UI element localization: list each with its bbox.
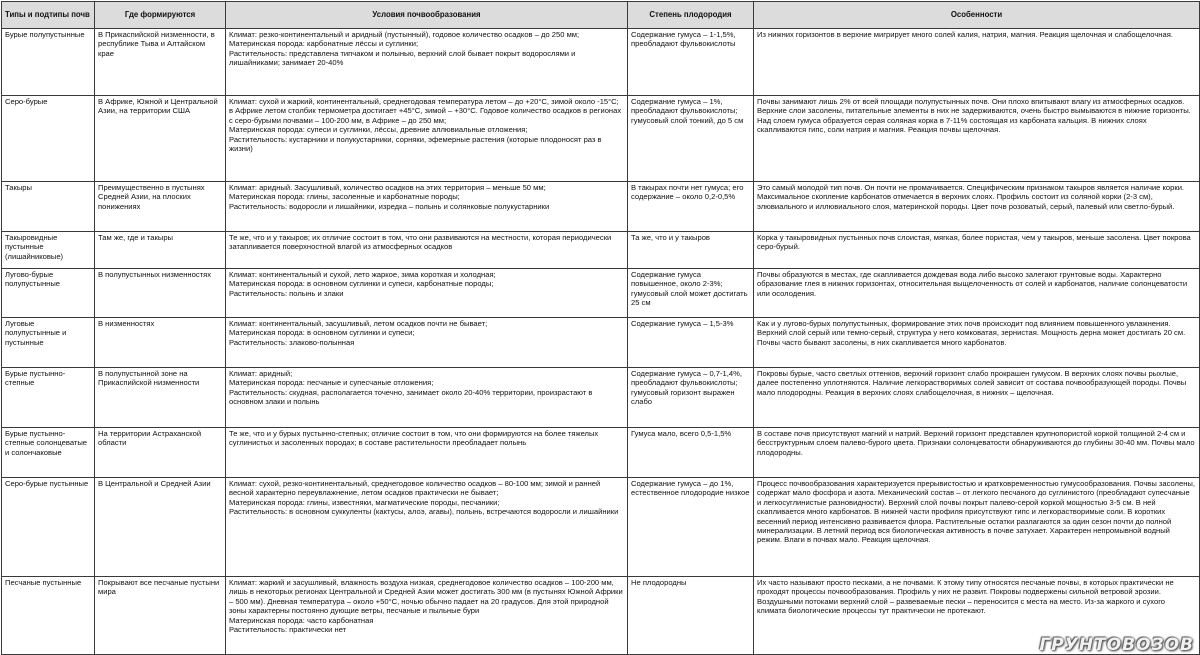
header-where-formed: Где формируются bbox=[95, 2, 226, 29]
table-row bbox=[2, 478, 1200, 577]
header-features: Особенности bbox=[754, 2, 1200, 29]
condition-line: Материнская порода: часто карбонатная bbox=[229, 615, 374, 625]
cell-features: Покровы бурые, часто светлых оттенков, верхний горизонт слабо прокрашен гумусом. В верхних слоях почвы рыхлые, далее постепенно уплотняются. Наличие легкорастворимых солей зависит от состава почвообразующей породы. Почвы мало плодородны. Реакция в верхних слоях слабощелочная, в нижних – щелочная. bbox=[754, 368, 1200, 428]
cell-soil-type: Бурые пустынно-степные bbox=[2, 368, 95, 428]
cell-fertility: Содержание гумуса – до 1%, естественное плодородие низкое bbox=[628, 478, 754, 577]
cell-where-formed: На территории Астраханской области bbox=[95, 428, 226, 478]
cell-fertility: Не плодородны bbox=[628, 577, 754, 655]
cell-soil-type: Луговые полупустынные и пустынные bbox=[2, 318, 95, 368]
cell-features: В составе почв присутствуют магний и натрий. Верхний горизонт представлен крупнопористой коркой толщиной 2-4 см и бесструктурным слоем палево-бурого цвета. Признаки солонцеватости обнаруживаются до глубины 30-40 мм. Почвы мало плодородны. bbox=[754, 428, 1200, 478]
cell-soil-type: Песчаные пустынные bbox=[2, 577, 95, 655]
condition-line: Растительность: представлена типчаком и полынью, верхний слой бывает покрыт водорослями и лишайниками; занимает 20-40% bbox=[229, 48, 576, 68]
cell-where-formed: Покрывают все песчаные пустыни мира bbox=[95, 577, 226, 655]
cell-where-formed: Там же, где и такыры bbox=[95, 232, 226, 269]
cell-fertility: Содержание гумуса повышенное, около 2-3%; гумусовый слой может достигать 25 см bbox=[628, 269, 754, 318]
table-row bbox=[2, 96, 1200, 182]
cell-features: Это самый молодой тип почв. Он почти не промачивается. Специфическим признаком такыров является наличие корки. Максимальное скопление карбонатов отмечается в верхних слоях. Профиль состоит из соляной корки (2-3 см), элювиального и иллювиального слоя, материнской породы. Цвет почв розоватый, серый, палевый или светло-бурый. bbox=[754, 182, 1200, 232]
condition-line: Растительность: скудная, располагается точечно, занимает около 20-40% территории, произрастают в основном злаки и полынь bbox=[229, 387, 593, 407]
condition-line: Материнская порода: глины, известняки, магматические породы, песчаники; bbox=[229, 497, 500, 507]
cell-fertility: Содержание гумуса – 1%, преобладают фульвокислоты; гумусовый слой тонкий, до 5 см bbox=[628, 96, 754, 182]
cell-features: Почвы образуются в местах, где скапливается дождевая вода либо высоко залегают грунтовые воды. Характерно образование глея в нижних горизонтах, относительная выщелоченность от солей и карбонатов, наличие солонцеватости или осолодения. bbox=[754, 269, 1200, 318]
table-row bbox=[2, 232, 1200, 269]
cell-where-formed: В полупустынной зоне на Прикаспийской низменности bbox=[95, 368, 226, 428]
cell-conditions bbox=[226, 96, 628, 182]
cell-fertility: Содержание гумуса – 1-1,5%, преобладают фульвокислоты bbox=[628, 29, 754, 96]
cell-features: Корка у такыровидных пустынных почв слоистая, мягкая, более пористая, чем у такыров, меньше засолена. Цвет покрова серо-бурый. bbox=[754, 232, 1200, 269]
cell-where-formed: В Прикаспийской низменности, в республике Тыва и Алтайском крае bbox=[95, 29, 226, 96]
condition-line: Растительность: в основном суккуленты (кактусы, алоэ, агавы), полынь, встречаются водоросли и лишайники bbox=[229, 507, 619, 517]
cell-soil-type: Такыровидные пустынные (лишайниковые) bbox=[2, 232, 95, 269]
condition-line: Материнская порода: в основном суглинки и супеси, карбонатные породы; bbox=[229, 279, 494, 289]
condition-line: Растительность: практически нет bbox=[229, 625, 347, 635]
cell-soil-type: Бурые полупустынные bbox=[2, 29, 95, 96]
table-row bbox=[2, 318, 1200, 368]
cell-soil-type: Серо-бурые bbox=[2, 96, 95, 182]
cell-soil-type: Бурые пустынно-степные солонцеватые и солончаковые bbox=[2, 428, 95, 478]
condition-line: Климат: резко-континентальный и аридный (пустынный), годовое количество осадков – до 250 мм; bbox=[229, 30, 580, 39]
cell-features: Из нижних горизонтов в верхние мигрирует много солей калия, натрия, магния. Реакция щелочная и слабощелочная. bbox=[754, 29, 1200, 96]
condition-line: Растительность: злаково-полынная bbox=[229, 337, 355, 347]
cell-features: Их часто называют просто песками, а не почвами. К этому типу относятся песчаные почвы, в которых практически не проходят процессы почвообразования. Профиль у них не развит. Покровы подвержены сильной ветровой эрозии. Воздушными потоками верхний слой – развеваемые пески – переносится с места на место. Из-за жаркого и сухого климата биологические процессы тут практически не протекают. bbox=[754, 577, 1200, 655]
condition-line: Климат: аридный. Засушливый, количество осадков на этих территория – меньше 50 мм; bbox=[229, 183, 546, 192]
cell-soil-type: Такыры bbox=[2, 182, 95, 232]
table-header-row bbox=[2, 2, 1200, 29]
header-soil-type: Типы и подтипы почв bbox=[2, 2, 95, 29]
condition-line: Растительность: полынь и злаки bbox=[229, 288, 344, 298]
table-row bbox=[2, 29, 1200, 96]
condition-line: Климат: сухой, резко-континентальный, среднегодовое количество осадков – 80-100 мм; зимой и ранней весной характерно переувлажнение, летом осадков практически не бывает; bbox=[229, 479, 601, 498]
table-row bbox=[2, 269, 1200, 318]
table-row bbox=[2, 368, 1200, 428]
condition-line: Климат: континентальный, засушливый, летом осадков почти не бывает; bbox=[229, 319, 488, 328]
cell-where-formed: В Африке, Южной и Центральной Азии, на территории США bbox=[95, 96, 226, 182]
condition-line: Климат: сухой и жаркий, континентальный, среднегодовая температура летом – до +20°C, зимой около -15°C; в Африке летом столбик термометра достигает +45°C, зимой – +30°C. Годовое количество осадков в регионах с серо-бурыми почвами – 100-200 мм, в Африке – до 250 мм; bbox=[229, 97, 622, 125]
table-row bbox=[2, 182, 1200, 232]
condition-line: Растительность: кустарники и полукустарники, сорняки, эфемерные растения (которые плодоносят раз в жизни) bbox=[229, 134, 602, 154]
cell-features: Как и у лугово-бурых полупустынных, формирование этих почв происходит под влиянием повышенного увлажнения. Верхний слой серый или темно-серый, структура у него комковатая, зернистая. Мощность дерна может достигать 20 см. Почвы часто бывают засолены, в них скапливается много карбонатов. bbox=[754, 318, 1200, 368]
cell-fertility: Гумуса мало, всего 0,5-1,5% bbox=[628, 428, 754, 478]
condition-line: Растительность: водоросли и лишайники, изредка – полынь и солянковые полукустарники bbox=[229, 201, 550, 211]
cell-conditions bbox=[226, 318, 628, 368]
cell-where-formed: В Центральной и Средней Азии bbox=[95, 478, 226, 577]
cell-conditions bbox=[226, 269, 628, 318]
cell-where-formed: Преимущественно в пустынях Средней Азии, на плоских понижениях bbox=[95, 182, 226, 232]
cell-where-formed: В низменностях bbox=[95, 318, 226, 368]
condition-line: Материнская порода: глины, засоленные и карбонатные породы; bbox=[229, 192, 460, 202]
cell-conditions bbox=[226, 577, 628, 655]
cell-conditions bbox=[226, 182, 628, 232]
condition-line: Те же, что и у бурых пустынно-степных; отличие состоит в том, что они формируются на более тяжелых суглинистых и засоленных породах; в составе растительности преобладает полынь bbox=[229, 429, 599, 448]
cell-conditions bbox=[226, 368, 628, 428]
cell-where-formed: В полупустынных низменностях bbox=[95, 269, 226, 318]
cell-fertility: Та же, что и у такыров bbox=[628, 232, 754, 269]
soil-types-table bbox=[1, 1, 1200, 655]
cell-soil-type: Серо-бурые пустынные bbox=[2, 478, 95, 577]
site-watermark-logo: ГРУНТОВОЗОВ bbox=[1039, 635, 1194, 655]
condition-line: Материнская порода: песчаные и супесчаные отложения; bbox=[229, 378, 434, 388]
condition-line: Климат: аридный; bbox=[229, 369, 293, 378]
cell-conditions bbox=[226, 478, 628, 577]
cell-fertility: Содержание гумуса – 0,7-1,4%, преобладают фульвокислоты; гумусовый горизонт выражен слабо bbox=[628, 368, 754, 428]
cell-fertility: Содержание гумуса – 1,5-3% bbox=[628, 318, 754, 368]
condition-line: Материнская порода: карбонатные лёссы и суглинки; bbox=[229, 39, 419, 49]
cell-conditions bbox=[226, 232, 628, 269]
cell-conditions bbox=[226, 29, 628, 96]
cell-fertility: В такырах почти нет гумуса; его содержание – около 0,2-0,5% bbox=[628, 182, 754, 232]
cell-soil-type: Лугово-бурые полупустынные bbox=[2, 269, 95, 318]
table-row bbox=[2, 577, 1200, 655]
table-row bbox=[2, 428, 1200, 478]
cell-features: Процесс почвообразования характеризуется прерывистостью и кратковременностью гумусообразования. Почвы засолены, содержат мало фосфора и азота. Механический состав – от легкого песчаного до суглинистого (преобладают супесчаные и легкосуглинистые разновидности). Верхний слой почвы покрыт палево-серой коркой мощностью 3-5 см. В ней скапливается много карбонатов. В нижней части профиля присутствуют гипс и легкорастворимые соли. В коротких весенний период интенсивно развивается флора. Растительные остатки разлагаются за один сезон почти до полной минерализации. В летний период вся биологическая активность в почве затухает. Характерен непромывной водный режим. Влаги в почвах мало. Реакция щелочная. bbox=[754, 478, 1200, 577]
header-fertility: Степень плодородия bbox=[628, 2, 754, 29]
condition-line: Климат: континентальный и сухой, лето жаркое, зима короткая и холодная; bbox=[229, 270, 496, 279]
header-conditions: Условия почвообразования bbox=[226, 2, 628, 29]
condition-line: Те же, что и у такыров; их отличие состоит в том, что они развиваются на местности, которая периодически затапливается поверхностной влагой из атмосферных осадков bbox=[229, 233, 612, 252]
cell-conditions bbox=[226, 428, 628, 478]
condition-line: Материнская порода: супеси и суглинки, лёссы, древние аллювиальные отложения; bbox=[229, 125, 528, 135]
condition-line: Климат: жаркий и засушливый, влажность воздуха низкая, среднегодовое количество осадков – 100-200 мм, лишь в некоторых регионах Центральной и Средней Азии может достигать 300 мм (в пустынях Южной Африки – 500 мм). Дневная температура – около +50°C, ночью обычно падает на 20 градусов. Для этой природной зоны характерны постоянно дующие ветры, песчаные и пыльные бури bbox=[229, 578, 623, 616]
cell-features: Почвы занимают лишь 2% от всей площади полупустынных почв. Они плохо впитывают влагу из атмосферных осадков. Верхние слои засолены, питательные элементы в них не задерживаются, очень быстро вымываются в нижние горизонты. Над слоем гумуса образуется серая соляная корка в 7-11% состоящая из карбоната кальция. В нижних слоях скапливаются гипс, соли натрия и магния. Реакция почвы щелочная. bbox=[754, 96, 1200, 182]
condition-line: Материнская порода: в основном суглинки и супеси; bbox=[229, 328, 415, 338]
